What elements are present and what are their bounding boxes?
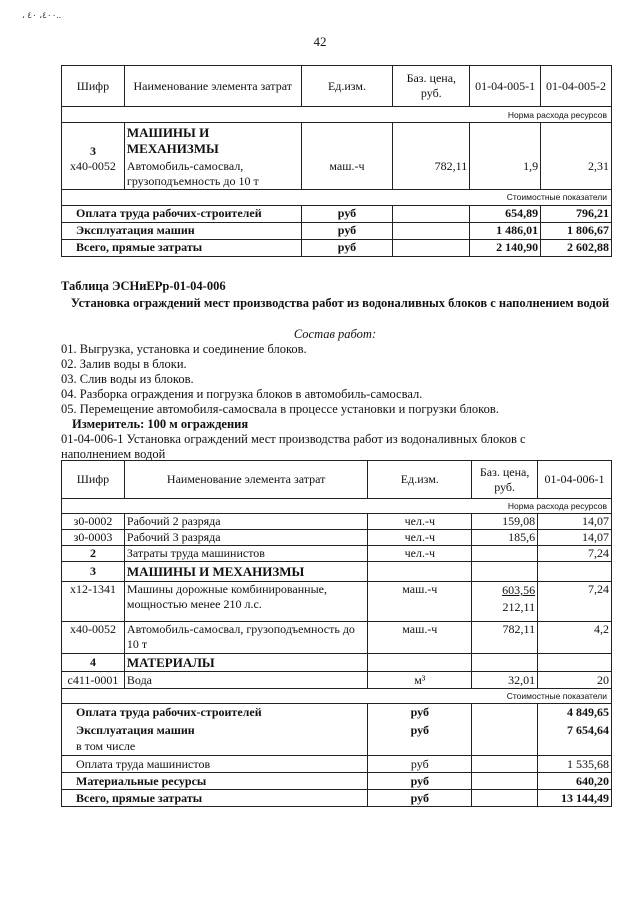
section-code: 3 — [62, 123, 125, 159]
total-row: Материальные ресурсы руб 640,20 — [62, 773, 612, 790]
section-name: МАШИНЫ И МЕХАНИЗМЫ — [124, 123, 301, 159]
price-underlined: 603,56 — [502, 583, 536, 597]
row-code: х40-0052 — [62, 159, 125, 190]
page-number: 42 — [313, 34, 327, 49]
scan-mark: ، ٤٠٠، ٤٠.. — [22, 10, 61, 20]
table-row: х12-1341 Машины дорожные комбинированные, мощностью менее 210 л.с. маш.-ч 603,56 212,11 7,24 — [62, 582, 612, 622]
row-unit: маш.-ч — [301, 159, 393, 190]
meter: Измеритель: 100 м ограждения — [72, 417, 249, 431]
total-row: Всего, прямые затраты руб 13 144,49 — [62, 790, 612, 807]
cost-label: Стоимостные показатели — [62, 689, 612, 704]
price-secondary: 212,11 — [502, 600, 536, 614]
table-01-04-006 — [61, 460, 612, 807]
table-row: х40-0052 Автомобиль-самосвал, грузоподъемность до 10 т маш.-ч 782,11 4,2 — [62, 622, 612, 654]
row-v1: 1,9 — [470, 159, 541, 190]
header-col2: 01-04-005-2 — [541, 66, 612, 107]
total-row: Оплата труда машинистов руб 1 535,68 — [62, 756, 612, 773]
table-row — [62, 123, 612, 159]
table-row: 2 Затраты труда машинистов чел.-ч 7,24 — [62, 546, 612, 562]
table-header-row — [62, 66, 612, 107]
total-row: в том числе — [62, 739, 612, 756]
total-row: Оплата труда рабочих-строителей руб 654,89 796,21 — [62, 205, 612, 222]
table-row: 4 МАТЕРИАЛЫ — [62, 654, 612, 672]
step-item: 03. Слив воды из блоков. — [61, 372, 194, 386]
total-row: Эксплуатация машин руб 7 654,64 — [62, 722, 612, 739]
table-title: Установка ограждений мест производства работ из водоналивных блоков с наполнением водой — [70, 296, 610, 310]
row-name: Автомобиль-самосвал, грузоподъемность до 10 т — [124, 159, 301, 190]
table-row: 3 МАШИНЫ И МЕХАНИЗМЫ — [62, 562, 612, 582]
table-01-04-005 — [61, 65, 612, 257]
step-item: 04. Разборка ограждения и погрузка блоков в автомобиль-самосвал. — [61, 387, 423, 401]
step-item: 05. Перемещение автомобиля-самосвала в процессе установки и погрузки блоков. — [61, 402, 499, 416]
header-price: Баз. цена, руб. — [393, 66, 470, 107]
composition-heading: Состав работ: — [293, 327, 377, 341]
table-row: з0-0002 Рабочий 2 разряда чел.-ч 159,08 14,07 — [62, 514, 612, 530]
row-v2: 2,31 — [541, 159, 612, 190]
step-item: 02. Залив воды в блоки. — [61, 357, 187, 371]
total-row: Оплата труда рабочих-строителей руб 4 849,65 — [62, 704, 612, 722]
header-price: Баз. цена, руб. — [472, 461, 538, 499]
header-unit: Ед.изм. — [368, 461, 472, 499]
table-row: з0-0003 Рабочий 3 разряда чел.-ч 185,6 14,07 — [62, 530, 612, 546]
norm-label: Норма расхода ресурсов — [62, 499, 612, 514]
table-id: Таблица ЭСНиЕРр-01-04-006 — [61, 279, 226, 293]
row-price: 782,11 — [393, 159, 470, 190]
table-header-row — [62, 461, 612, 499]
header-code: Шифр — [62, 66, 125, 107]
cost-label: Стоимостные показатели — [62, 189, 612, 205]
header-col1: 01-04-005-1 — [470, 66, 541, 107]
header-name: Наименование элемента затрат — [124, 461, 368, 499]
total-row: Всего, прямые затраты руб 2 140,90 2 602,88 — [62, 239, 612, 256]
norm-label: Норма расхода ресурсов — [62, 107, 612, 123]
header-col1: 01-04-006-1 — [538, 461, 612, 499]
header-name: Наименование элемента затрат — [124, 66, 301, 107]
table-row: с411-0001 Вода м³ 32,01 20 — [62, 672, 612, 689]
total-row: Эксплуатация машин руб 1 486,01 1 806,67 — [62, 222, 612, 239]
step-item: 01. Выгрузка, установка и соединение блоков. — [61, 342, 307, 356]
header-unit: Ед.изм. — [301, 66, 393, 107]
table-row — [62, 159, 612, 190]
header-code: Шифр — [62, 461, 125, 499]
item-description: 01-04-006-1 Установка ограждений мест производства работ из водоналивных блоков с наполнением водой — [61, 432, 526, 461]
